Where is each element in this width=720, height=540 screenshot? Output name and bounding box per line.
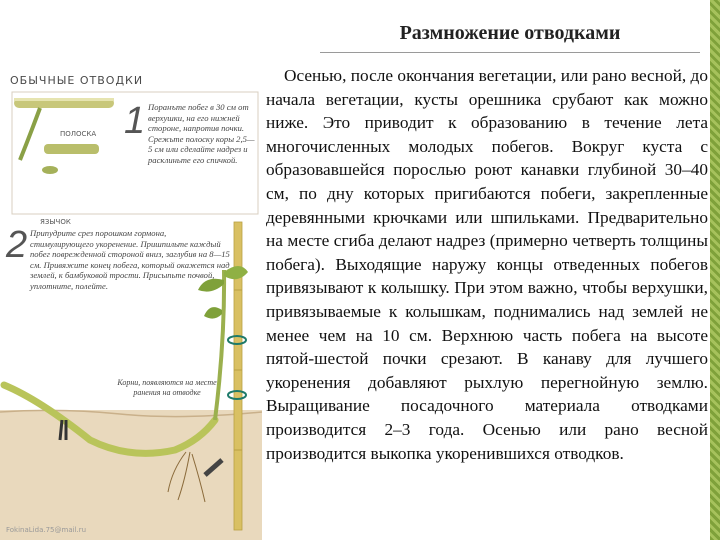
tongue-label: ЯЗЫЧОК [40,218,71,226]
step1-text: Поранъте побег в 30 см от верхушки, на его нижней стороне, напротив почки. Срежьте полоску коры 2,5—5 см или сделайте надрез и расклиньте его спичкой. [148,102,255,165]
shoot-up [215,270,224,420]
slide-title: Размножение отводками [399,22,621,44]
cut-strip [44,144,99,154]
decorative-border [710,0,720,540]
illustration-title: ОБЫЧНЫЕ ОТВОДКИ [10,74,144,87]
step1-number: 1 [124,100,146,142]
strip-label: ПОЛОСКА [60,130,97,138]
body-text: Осенью, после окончания вегетации, или рано весной, до начала вегетации, кусты орешника срубают как можно ниже. Это приводит к образованию в течение лета многочисленных молодых побегов. Вокруг куста с образовавшейся порослью роют канавки глубиной 30–40 см, по дну которых пригибаются побеги, закрепленные деревянными крючками или шпильками. Предварительно на месте сгиба делают надрез (примерно четверть толщины побега). Выходящие наружу концы отведенных побегов привязывают к колышку. При этом важно, чтобы верхушки, привязываемые к колышкам, поднимались над землей не менее чем на 10 см. Верхнюю часть побега на высоте пятой-шестой почки срезают. В канаву для лучшего укоренения добавляют рыхлую перегнойную землю. Выращивание посадочного материала отводками производится 2–3 года. Осенью или рано весной производится выкопка укоренившихся отводков. [266,66,708,463]
step2-number: 2 [6,224,28,266]
tongue [42,166,58,174]
step2-text: Припудрите срез порошком гормона, стимулирующего укоренение. Пришпильте каждый побег поврежденной стороной вниз, заглубив на 8—15 см. Привяжите конец побега, который окажется над землей, к бамбуковой трости. Присыпьте почвой, уплотните, полейте. [30,228,230,291]
watermark: FokinaLida.75@mail.ru [6,526,87,534]
roots-caption: Корни, появляются на месте ранения на отводке [117,378,217,397]
leaf [204,307,222,318]
branch-stem [20,108,40,160]
illustration-panel [0,40,262,540]
title-divider [320,52,700,53]
soil [0,410,262,540]
